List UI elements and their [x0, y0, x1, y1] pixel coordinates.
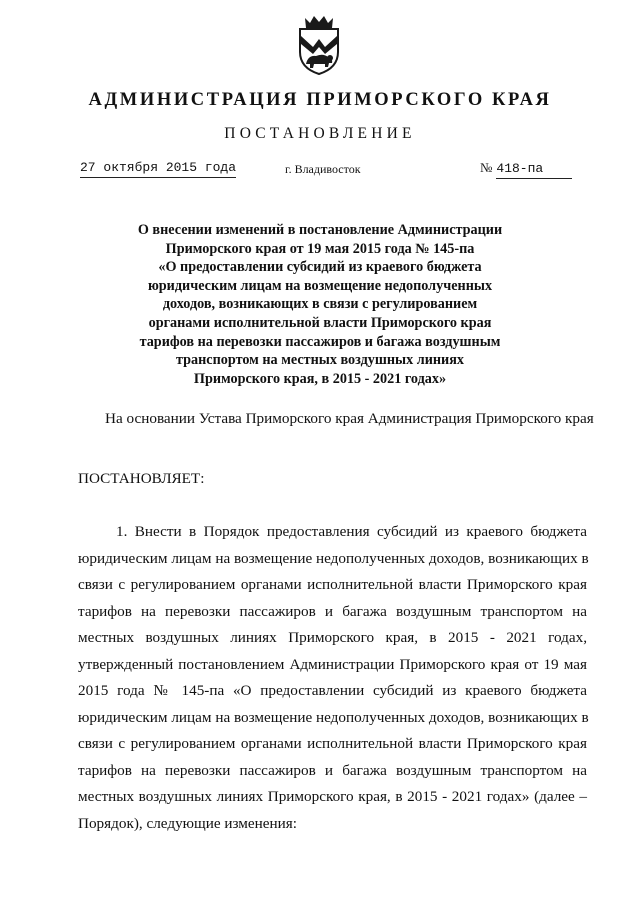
paragraph-line: утвержденный постановлением Администрации Приморского края от 19 мая: [78, 655, 587, 673]
paragraph-line: 2015 года № 145-па «О предоставлении субсидий из краевого бюджета: [78, 682, 587, 699]
heading-line: Приморского края, в 2015 - 2021 годах»: [193, 370, 447, 387]
paragraph-1: [78, 519, 587, 837]
document-date: 27 октября 2015 года: [80, 160, 236, 178]
paragraph-line: тарифов на перевозки пассажиров и багажа воздушным транспортом на: [78, 761, 587, 779]
heading-line: доходов, возникающих в связи с регулированием: [162, 296, 478, 313]
heading-line: органами исполнительной власти Приморского края: [148, 314, 492, 331]
decree-word: ПОСТАНОВЛЯЕТ:: [78, 470, 205, 487]
document-city: г. Владивосток: [285, 162, 361, 176]
number-value: 418-па: [496, 161, 572, 179]
paragraph-line: 1. Внести в Порядок предоставления субсидий из краевого бюджета: [116, 523, 587, 540]
paragraph-line: Порядок), следующие изменения:: [78, 814, 297, 832]
legal-basis: На основании Устава Приморского края Администрация Приморского края: [105, 410, 594, 427]
heading-line: Приморского края от 19 мая 2015 года № 145-па: [165, 240, 475, 257]
paragraph-line: местных воздушных линиях Приморского края, в 2015 - 2021 годах,: [78, 629, 587, 646]
paragraph-line: тарифов на перевозки пассажиров и багажа воздушным транспортом на: [78, 602, 587, 620]
paragraph-line: юридическим лицам на возмещение недополученных доходов, возникающих в: [78, 708, 589, 726]
primorsky-coat-of-arms-icon: [296, 14, 342, 76]
paragraph-line: связи с регулированием органами исполнительной власти Приморского края: [78, 735, 587, 752]
paragraph-line: местных воздушных линиях Приморского края, в 2015 - 2021 годах» (далее –: [78, 788, 587, 805]
heading-line: тарифов на перевозки пассажиров и багажа воздушным: [139, 333, 501, 350]
number-label: №: [480, 160, 493, 175]
organization-title: АДМИНИСТРАЦИЯ ПРИМОРСКОГО КРАЯ: [88, 90, 552, 110]
document-number: [480, 160, 582, 179]
heading-line: О внесении изменений в постановление Администрации: [137, 222, 503, 238]
heading-line: транспортом на местных воздушных линиях: [176, 352, 464, 369]
paragraph-line: связи с регулированием органами исполнительной власти Приморского края: [78, 576, 587, 593]
paragraph-line: юридическим лицам на возмещение недополученных доходов, возникающих в: [78, 549, 589, 567]
document-heading: [100, 221, 540, 388]
heading-line: «О предоставлении субсидий из краевого бюджета: [158, 259, 482, 276]
document-type: ПОСТАНОВЛЕНИЕ: [224, 125, 416, 142]
heading-line: юридическим лицам на возмещение недополученных: [147, 277, 493, 294]
